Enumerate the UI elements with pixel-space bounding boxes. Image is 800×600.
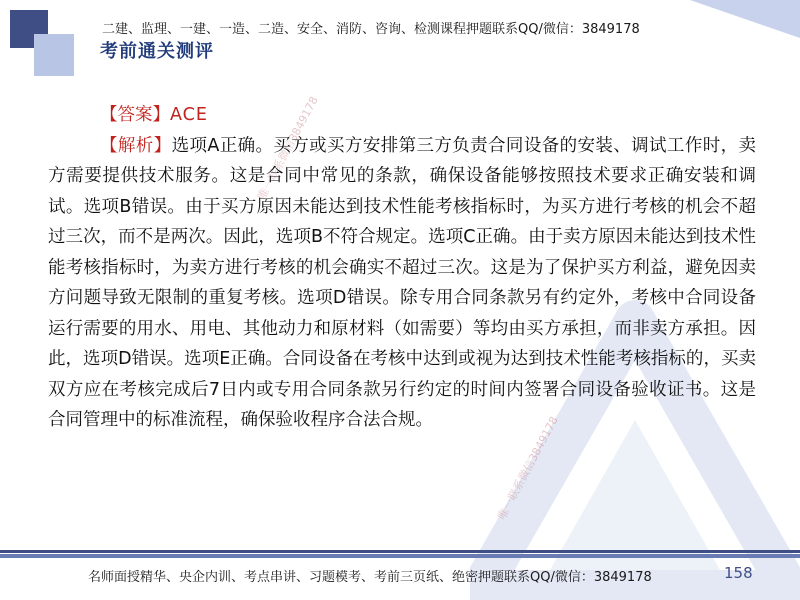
watermark-lower: 唯一联系微信3849178 bbox=[495, 414, 561, 523]
footer-divider-dark bbox=[0, 550, 800, 553]
explanation-text: 选项A正确。买方或买方安排第三方负责合同设备的安装、调试工作时，卖方需要提供技术服务。这是合同中常见的条款，确保设备能够按照技术要求正确安装和调试。选项B错误。由于买方原因未能达到技术性能考核指标时，为买方进行考核的机会不超过三次，而不是两次。因此，选项B不符合规定。选项C正确。由于卖方原因未能达到技术性能考核指标时，为卖方进行考核的机会确实不超过三次。这是为了保护买方利益，避免因卖方问题导致无限制的重复考核。选项D错误。除专用合同条款另有约定外，考核中合同设备运行需要的用水、用电、其他动力和原材料（如需要）等均由买方承担，而非卖方承担。因此，选项D错误。选项E正确。合同设备在考核中达到或视为达到技术性能考核指标的，买卖双方应在考核完成后7日内或专用合同条款另行约定的时间内签署合同设备验收证书。这是合同管理中的标准流程，确保验收程序合法合规。 bbox=[48, 135, 756, 430]
header-notice: 二建、监理、一建、一造、二造、安全、消防、咨询、检测课程押题联系QQ/微信：3849178 bbox=[102, 22, 640, 37]
header-corner-triangle bbox=[690, 0, 800, 38]
answer-line bbox=[48, 100, 756, 131]
explanation-paragraph bbox=[48, 131, 756, 436]
logo-square-light bbox=[34, 34, 74, 76]
footer-notice: 名师面授精华、央企内训、考点串讲、习题模考、考前三页纸、绝密押题联系QQ/微信：3849178 bbox=[88, 570, 652, 585]
watermark-upper: 唯一联系微信3849178 bbox=[255, 94, 321, 203]
header-bar bbox=[0, 0, 800, 80]
page-title: 考前通关测评 bbox=[100, 41, 214, 62]
page-number: 158 bbox=[724, 564, 753, 582]
answer-content bbox=[48, 100, 756, 436]
footer-divider-light bbox=[0, 554, 800, 558]
explanation-label: 【解析】 bbox=[100, 135, 172, 156]
answer-label: 【答案】 bbox=[100, 105, 170, 125]
answer-value: ACE bbox=[170, 105, 208, 125]
